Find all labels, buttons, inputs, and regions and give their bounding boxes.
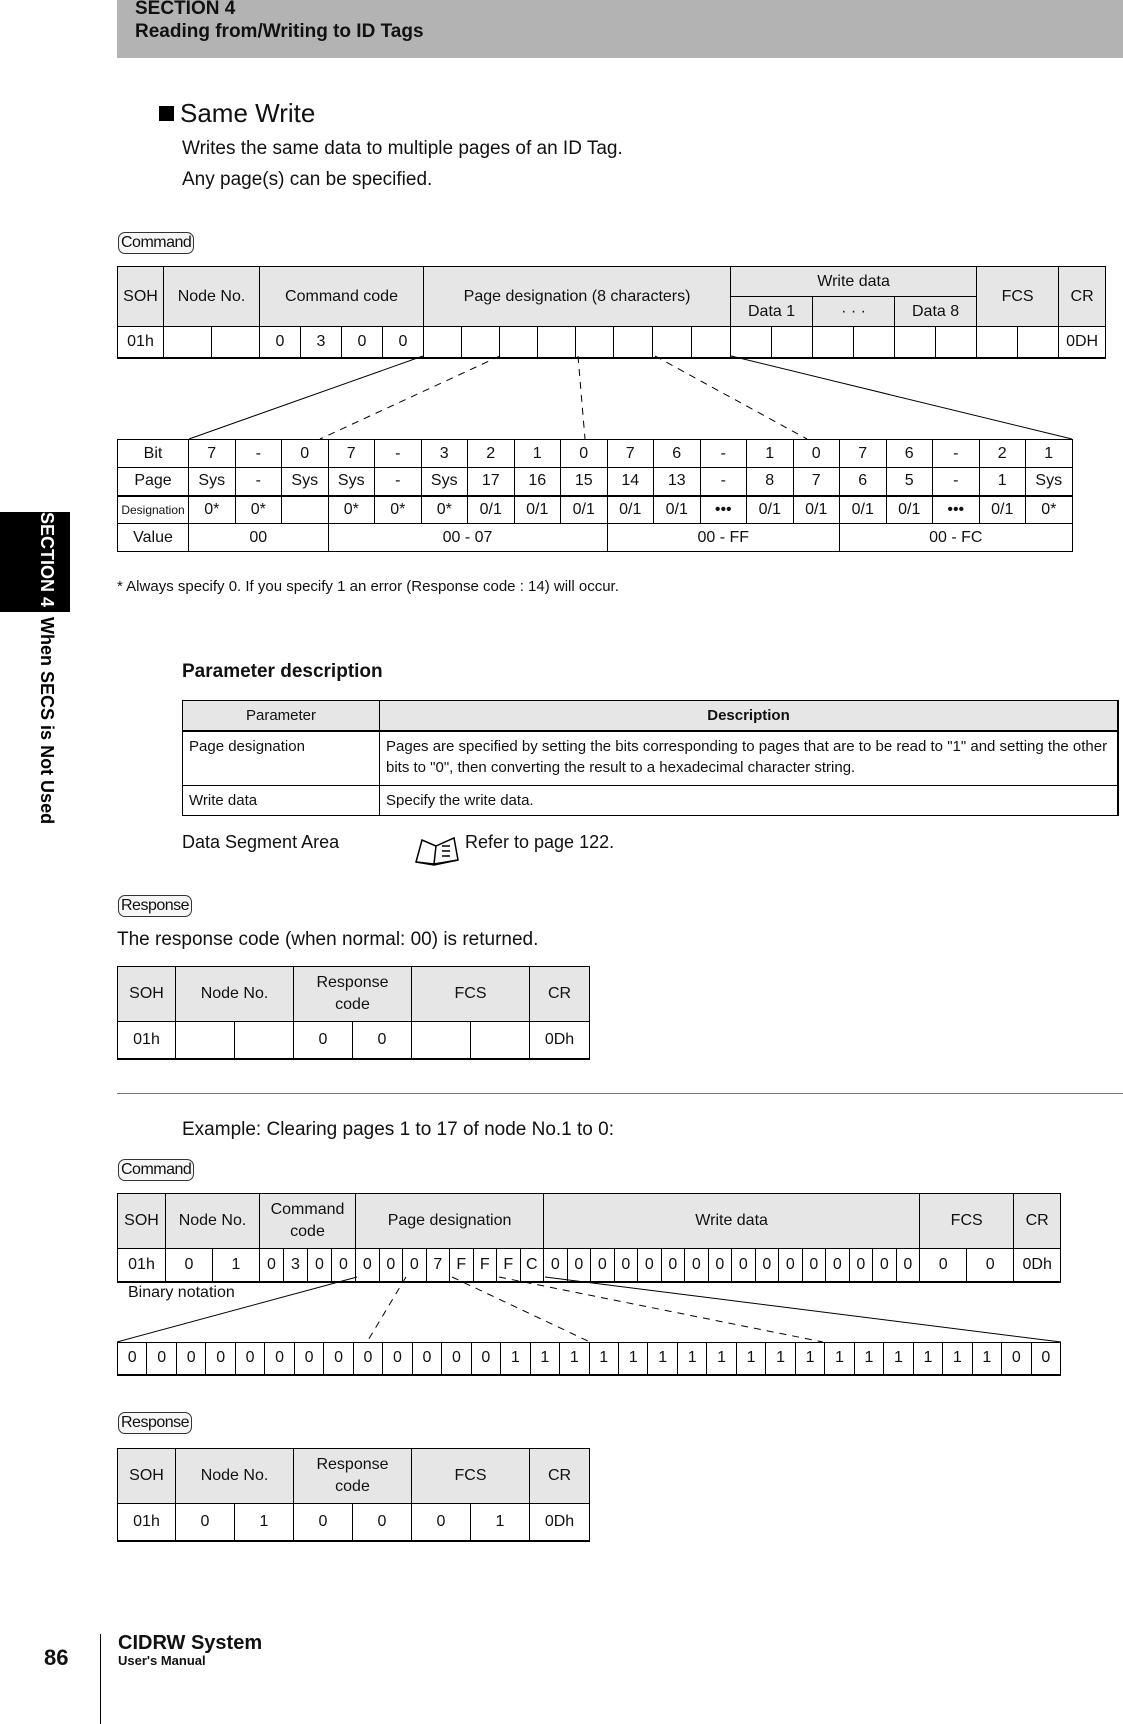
designation-cell: 0/1 xyxy=(514,496,561,524)
binary-bit-cell: 0 xyxy=(412,1343,441,1375)
header-section: SECTION 4 xyxy=(135,0,236,19)
bit-cell: 0 xyxy=(561,440,608,468)
example-value-cell: 0 xyxy=(614,1249,638,1282)
designation-cell: 0/1 xyxy=(747,496,794,524)
page-cell: 17 xyxy=(468,468,515,496)
description-header: Description xyxy=(380,701,1119,731)
bit-cell: 7 xyxy=(607,440,654,468)
page-cell: 13 xyxy=(654,468,701,496)
response-value-cell xyxy=(235,1022,294,1059)
binary-bit-cell: 1 xyxy=(589,1343,618,1375)
page-cell: 14 xyxy=(607,468,654,496)
page-cell: - xyxy=(235,468,282,496)
example-value-cell: 0 xyxy=(332,1249,356,1282)
divider xyxy=(117,1093,1123,1094)
command-value-cell: 01h xyxy=(118,327,164,358)
row-label: Page xyxy=(118,468,189,496)
binary-bit-cell: 1 xyxy=(972,1343,1001,1375)
example-value-cell: 0Dh xyxy=(1014,1249,1061,1282)
page-cell: 7 xyxy=(793,468,840,496)
page-cell: 16 xyxy=(514,468,561,496)
example-command-table xyxy=(117,1193,1061,1283)
example-value-cell: 0 xyxy=(685,1249,709,1282)
response-value-cell xyxy=(176,1022,235,1059)
command-value-cell: 0 xyxy=(342,327,383,358)
designation-cell: 0/1 xyxy=(979,496,1026,524)
response-values-row xyxy=(118,1022,590,1059)
binary-bit-cell: 0 xyxy=(294,1343,323,1375)
bit-cell: 6 xyxy=(654,440,701,468)
example-value-cell: 1 xyxy=(213,1249,260,1282)
example-value-cell: F xyxy=(450,1249,474,1282)
example-title: Example: Clearing pages 1 to 17 of node No.1 to 0: xyxy=(182,1119,614,1140)
col-command-code: Command code xyxy=(260,267,424,327)
designation-cell: 0/1 xyxy=(793,496,840,524)
binary-bit-cell: 1 xyxy=(943,1343,972,1375)
binary-notation-label: Binary notation xyxy=(128,1284,235,1301)
example-value-cell: 0 xyxy=(638,1249,662,1282)
binary-bit-cell: 1 xyxy=(677,1343,706,1375)
binary-bit-cell: 1 xyxy=(825,1343,854,1375)
example-value-cell: 0 xyxy=(732,1249,756,1282)
example-value-cell: 0 xyxy=(896,1249,920,1282)
example-value-cell: 0 xyxy=(873,1249,897,1282)
example-value-cell: 0 xyxy=(920,1249,967,1282)
binary-bit-cell: 0 xyxy=(1031,1343,1060,1375)
col-fcs: FCS xyxy=(920,1194,1014,1249)
col-data1: Data 1 xyxy=(731,297,813,327)
intro-line-2: Any page(s) can be specified. xyxy=(182,169,433,190)
response-badge: Response xyxy=(118,895,192,917)
example-value-cell: 0 xyxy=(708,1249,732,1282)
param-name: Write data xyxy=(183,786,380,816)
col-soh: SOH xyxy=(118,967,176,1022)
col-fcs: FCS xyxy=(412,967,530,1022)
binary-bit-cell: 1 xyxy=(618,1343,647,1375)
col-node: Node No. xyxy=(164,267,260,327)
col-write-data: Write data xyxy=(544,1194,920,1249)
binary-bit-cell: 1 xyxy=(766,1343,795,1375)
col-data8: Data 8 xyxy=(895,297,977,327)
bit-cell: 7 xyxy=(840,440,887,468)
side-section: SECTION 4 xyxy=(37,512,57,608)
col-cr: CR xyxy=(1059,267,1106,327)
bit-cell: - xyxy=(375,440,422,468)
designation-cell: 0* xyxy=(1026,496,1073,524)
binary-bit-cell: 0 xyxy=(471,1343,500,1375)
page-cell: - xyxy=(700,468,747,496)
example-value-cell: 0 xyxy=(166,1249,213,1282)
example-value-cell: 0 xyxy=(967,1249,1014,1282)
binary-bit-cell: 1 xyxy=(913,1343,942,1375)
page-number: 86 xyxy=(44,1645,69,1670)
binary-bit-cell: 1 xyxy=(501,1343,530,1375)
connector-dashed xyxy=(452,1277,590,1342)
example-value-cell: 0 xyxy=(544,1249,568,1282)
bit-cell: 1 xyxy=(514,440,561,468)
col-node: Node No. xyxy=(176,967,294,1022)
bit-cell: 0 xyxy=(282,440,329,468)
col-node: Node No. xyxy=(166,1194,260,1249)
designation-cell: 0/1 xyxy=(654,496,701,524)
connector-dashed xyxy=(367,1277,406,1342)
response-value-cell: 0 xyxy=(294,1022,353,1059)
page-cell: 15 xyxy=(561,468,608,496)
example-value-cell: 0 xyxy=(567,1249,591,1282)
col-response-code: Response code xyxy=(294,1449,412,1504)
binary-bit-cell: 0 xyxy=(235,1343,264,1375)
footer-manual: User's Manual xyxy=(118,1653,206,1668)
example-value-cell: 0 xyxy=(260,1249,284,1282)
binary-bit-cell: 1 xyxy=(560,1343,589,1375)
example-command-badge: Command xyxy=(118,1159,194,1181)
example-value-cell: 0 xyxy=(826,1249,850,1282)
response-value-cell xyxy=(412,1022,471,1059)
designation-cell: 0* xyxy=(189,496,236,524)
page-cell: 5 xyxy=(886,468,933,496)
command-value-cell: 3 xyxy=(301,327,342,358)
connector-solid xyxy=(545,1277,1061,1342)
col-command-code: Command code xyxy=(260,1194,356,1249)
connector-dashed xyxy=(499,1277,823,1342)
example-value-cell: 0 xyxy=(403,1249,427,1282)
param-desc: Specify the write data. xyxy=(380,786,1119,816)
designation-cell: ••• xyxy=(933,496,980,524)
binary-bit-cell: 0 xyxy=(147,1343,176,1375)
col-soh: SOH xyxy=(118,267,164,327)
binary-bit-cell: 1 xyxy=(707,1343,736,1375)
example-value-cell: F xyxy=(473,1249,497,1282)
bit-row xyxy=(118,440,1073,468)
bit-cell: - xyxy=(700,440,747,468)
book-reference-icon xyxy=(414,832,460,866)
example-value-cell: 0 xyxy=(779,1249,803,1282)
example-value-cell: 0 xyxy=(802,1249,826,1282)
page-cell: - xyxy=(933,468,980,496)
example-response-values-row xyxy=(118,1504,590,1541)
example-response-value-cell: 0 xyxy=(176,1504,235,1541)
value-range-cell: 00 - FC xyxy=(840,524,1073,552)
example-response-value-cell: 0 xyxy=(412,1504,471,1541)
param-name: Page designation xyxy=(183,731,380,786)
page-cell: 6 xyxy=(840,468,887,496)
binary-bit-cell: 0 xyxy=(118,1343,147,1375)
value-range-cell: 00 xyxy=(189,524,329,552)
page-cell: Sys xyxy=(421,468,468,496)
response-value-cell: 0 xyxy=(353,1022,412,1059)
response-value-cell xyxy=(471,1022,530,1059)
example-value-cell: 01h xyxy=(118,1249,166,1282)
bit-cell: - xyxy=(235,440,282,468)
designation-cell xyxy=(282,496,329,524)
command-value-cell: 0 xyxy=(383,327,424,358)
page-cell: - xyxy=(375,468,422,496)
example-response-value-cell: 01h xyxy=(118,1504,176,1541)
example-values-row xyxy=(118,1249,1061,1282)
col-fcs: FCS xyxy=(412,1449,530,1504)
bit-cell: 2 xyxy=(979,440,1026,468)
binary-bit-cell: 0 xyxy=(206,1343,235,1375)
bit-cell: 2 xyxy=(468,440,515,468)
example-value-cell: 0 xyxy=(379,1249,403,1282)
bit-cell: 7 xyxy=(189,440,236,468)
binary-bit-cell: 0 xyxy=(353,1343,382,1375)
binary-bit-cell: 0 xyxy=(1002,1343,1031,1375)
binary-table xyxy=(117,1342,1061,1376)
example-response-value-cell: 0Dh xyxy=(530,1504,590,1541)
example-response-value-cell: 0 xyxy=(294,1504,353,1541)
col-page-designation: Page designation (8 characters) xyxy=(424,267,731,327)
col-soh: SOH xyxy=(118,1449,176,1504)
response-text: The response code (when normal: 00) is returned. xyxy=(117,929,539,950)
connector-solid xyxy=(189,356,423,439)
binary-bit-cell: 1 xyxy=(648,1343,677,1375)
command-value-cell: 0 xyxy=(260,327,301,358)
designation-cell: 0* xyxy=(375,496,422,524)
row-label: Value xyxy=(118,524,189,552)
designation-cell: 0/1 xyxy=(468,496,515,524)
page-cell: Sys xyxy=(282,468,329,496)
data-segment-label: Data Segment Area xyxy=(182,832,340,852)
row-label: Designation xyxy=(118,496,189,524)
designation-cell: ••• xyxy=(700,496,747,524)
footer-divider xyxy=(100,1634,101,1724)
bit-cell: 3 xyxy=(421,440,468,468)
example-value-cell: 0 xyxy=(661,1249,685,1282)
value-row xyxy=(118,524,1073,552)
response-value-cell: 01h xyxy=(118,1022,176,1059)
bit-cell: 1 xyxy=(1026,440,1073,468)
example-value-cell: 0 xyxy=(849,1249,873,1282)
example-response-table xyxy=(117,1448,590,1542)
designation-cell: 0/1 xyxy=(840,496,887,524)
bit-cell: 0 xyxy=(793,440,840,468)
connector-dashed xyxy=(320,356,500,439)
example-value-cell: 0 xyxy=(591,1249,615,1282)
footer-product: CIDRW System xyxy=(118,1632,263,1654)
designation-cell: 0* xyxy=(421,496,468,524)
col-response-code: Response code xyxy=(294,967,412,1022)
binary-bit-cell: 1 xyxy=(736,1343,765,1375)
example-response-value-cell: 1 xyxy=(235,1504,294,1541)
example-response-badge: Response xyxy=(118,1412,192,1434)
example-response-value-cell: 0 xyxy=(353,1504,412,1541)
page-cell: 1 xyxy=(979,468,1026,496)
param-header: Parameter xyxy=(183,701,380,731)
example-value-cell: 0 xyxy=(308,1249,332,1282)
designation-cell: 0* xyxy=(235,496,282,524)
param-desc: Pages are specified by setting the bits corresponding to pages that are to be read to "1" and setting the other bits to "0", then converting the result to a hexadecimal character string. xyxy=(380,731,1119,786)
bit-cell: 1 xyxy=(747,440,794,468)
connector-solid xyxy=(731,356,1072,439)
param-title: Parameter description xyxy=(182,661,383,682)
parameter-table xyxy=(182,700,1119,816)
example-value-cell: C xyxy=(520,1249,544,1282)
example-response-value-cell: 1 xyxy=(471,1504,530,1541)
bit-cell: 7 xyxy=(328,440,375,468)
col-write-data: Write data xyxy=(731,267,977,297)
binary-bit-cell: 0 xyxy=(324,1343,353,1375)
page-cell: Sys xyxy=(189,468,236,496)
connector-dashed xyxy=(578,356,585,439)
example-value-cell: 7 xyxy=(426,1249,450,1282)
heading-text: Same Write xyxy=(180,98,316,128)
command-badge: Command xyxy=(118,232,194,254)
response-format-table xyxy=(117,966,590,1060)
refer-page-link[interactable]: Refer to page 122. xyxy=(465,832,615,852)
page-cell: Sys xyxy=(1026,468,1073,496)
page-cell: 8 xyxy=(747,468,794,496)
col-cr: CR xyxy=(1014,1194,1061,1249)
row-label: Bit xyxy=(118,440,189,468)
binary-bit-cell: 0 xyxy=(176,1343,205,1375)
example-value-cell: F xyxy=(497,1249,521,1282)
col-fcs: FCS xyxy=(977,267,1059,327)
side-title: When SECS is Not Used xyxy=(37,617,57,825)
col-page-designation: Page designation xyxy=(356,1194,544,1249)
col-soh: SOH xyxy=(118,1194,166,1249)
binary-bit-cell: 1 xyxy=(530,1343,559,1375)
designation-row xyxy=(118,496,1073,524)
intro-line-1: Writes the same data to multiple pages of an ID Tag. xyxy=(182,138,623,159)
designation-cell: 0/1 xyxy=(886,496,933,524)
header-title: Reading from/Writing to ID Tags xyxy=(135,21,424,42)
command-value-cell: 0DH xyxy=(1059,327,1106,358)
col-node: Node No. xyxy=(176,1449,294,1504)
binary-bit-cell: 1 xyxy=(795,1343,824,1375)
col-cr: CR xyxy=(530,1449,590,1504)
designation-cell: 0/1 xyxy=(607,496,654,524)
binary-bit-cell: 1 xyxy=(854,1343,883,1375)
designation-cell: 0* xyxy=(328,496,375,524)
col-ellipsis: · · · xyxy=(813,297,895,327)
example-value-cell: 0 xyxy=(755,1249,779,1282)
example-value-cell: 3 xyxy=(284,1249,308,1282)
binary-bit-cell: 1 xyxy=(884,1343,913,1375)
page-row xyxy=(118,468,1073,496)
value-range-cell: 00 - 07 xyxy=(328,524,607,552)
bit-cell: 6 xyxy=(886,440,933,468)
bit-designation-table xyxy=(117,439,1073,552)
response-value-cell: 0Dh xyxy=(530,1022,590,1059)
binary-bit-cell: 0 xyxy=(265,1343,294,1375)
binary-bit-cell: 0 xyxy=(442,1343,471,1375)
bit-cell: - xyxy=(933,440,980,468)
value-range-cell: 00 - FF xyxy=(607,524,840,552)
binary-row xyxy=(118,1343,1061,1375)
footnote: * Always specify 0. If you specify 1 an error (Response code : 14) will occur. xyxy=(117,578,619,595)
example-value-cell: 0 xyxy=(356,1249,380,1282)
col-cr: CR xyxy=(530,967,590,1022)
page-cell: Sys xyxy=(328,468,375,496)
designation-cell: 0/1 xyxy=(561,496,608,524)
binary-bit-cell: 0 xyxy=(383,1343,412,1375)
